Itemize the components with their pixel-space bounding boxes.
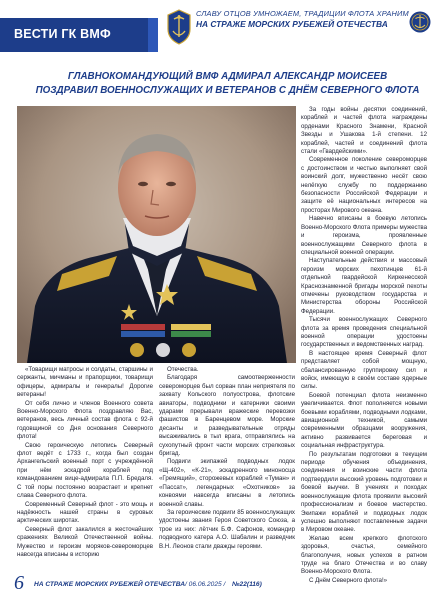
banner-stripe xyxy=(148,18,158,52)
navy-emblem-icon xyxy=(166,9,192,45)
paragraph: Свою героическую летопись Северный флот ведёт с 1733 г., когда был создан Архангельский военный порт с учреждённой при нём эскадрой кораблей под командованием вице-адмирала П.П. Бредаля. С той поры постоянно возрастает и крепнет слава Северного флота. xyxy=(17,441,153,500)
paragraph: По результатам подготовки в текущем периоде обучения объединения, соединения и воинские части флота подтвердили высокий уровень подготовки и боевой выучки. В учениях и походах военнослужащие флота проявили высокий профессионализм и боевое мастерство. Экипажи кораблей и подводных лодок успешно выполняют поставленные задачи в Мировом океане. xyxy=(301,450,427,534)
paragraph: Благодаря самоотверженности североморцев был сорван план неприятеля по захвату Кольского полуострова, флотские авиаторы, подводники и катерники своими ударами прерывали вражеские перевозки фашистов в Баренцевом море. Морские десанты и разведывательные отряды высаживались в тыл врага, отправлялись на сухопутный фронт части морских стрелковых бригад. xyxy=(159,374,295,458)
fleet-seal-icon xyxy=(409,11,431,33)
paragraph: Навечно вписаны в боевую летопись Военно-Морского Флота примеры мужества и героизма, проявленные военнослужащими Северного флота в специальной военной операции. xyxy=(301,215,427,256)
paragraph: Северный флот закалился в жесточайших сражениях Великой Отечественной войны. Мужество и героизм моряков-североморцев навсегда вписаны в историю xyxy=(17,525,153,558)
newspaper-title: НА СТРАЖЕ МОРСКИХ РУБЕЖЕЙ ОТЕЧЕСТВА xyxy=(196,19,388,29)
article-column-right xyxy=(301,106,427,585)
paragraph: Боевой потенциал флота неизменно увеличивается. Флот пополняется новыми боевыми кораблями, подводными лодками, авиационной техникой, самыми современными образцами вооружения, активно развивается береговая и социальная инфраструктура. xyxy=(301,391,427,450)
admiral-portrait-photo xyxy=(17,106,296,363)
paragraph: «Товарищи матросы и солдаты, старшины и сержанты, мичманы и прапорщики, товарищи офицеры, адмиралы и генералы! Дорогие ветераны! xyxy=(17,366,153,399)
paragraph: Отечества. xyxy=(167,366,199,373)
paragraph: За годы войны десятки соединений, кораблей и частей флота награждены орденами Красного Знамени, Красной Звезды и Ушакова 1-й степени. 12 кораблей, частей и соединений флота стали «Гвардейскими». xyxy=(301,106,427,156)
paragraph: С Днём Северного флота!» xyxy=(309,576,388,584)
paragraph: Современное поколение североморцев с достоинством и честью выполняет свой воинский долг, мужественно несёт свою нелёгкую службу по поддержанию безопасности Российской Федерации и защите её национальных интересов на просторах Мирового океана. xyxy=(301,156,427,214)
section-label: ВЕСТИ ГК ВМФ xyxy=(14,27,111,41)
paragraph: Современный Северный флот - это мощь и надёжность нашей страны в суровых арктических широтах. xyxy=(17,500,153,525)
header-slogan: СЛАВУ ОТЦОВ УМНОЖАЕМ, ТРАДИЦИИ ФЛОТА ХРАНИМ xyxy=(196,9,409,18)
headline-line-1: ГЛАВНОКОМАНДУЮЩИЙ ВМФ АДМИРАЛ АЛЕКСАНДР МОИСЕЕВ xyxy=(67,71,388,82)
footer-paper-title: НА СТРАЖЕ МОРСКИХ РУБЕЖЕЙ ОТЕЧЕСТВА xyxy=(34,581,185,588)
headline-line-2: ПОЗДРАВИЛ ВОЕННОСЛУЖАЩИХ И ВЕТЕРАНОВ С ДНЁМ СЕВЕРНОГО ФЛОТА xyxy=(35,85,420,96)
page-header xyxy=(0,0,439,56)
page-number: 6 xyxy=(14,572,24,594)
article-headline xyxy=(30,70,425,98)
issue-number: №22(116) xyxy=(232,581,262,588)
page-footer xyxy=(0,570,439,600)
paragraph: Подвиги экипажей подводных лодок «Щ-402», «К-21», эскадренного миноносца «Гремящий», сторожевых кораблей «Туман» и «Пассат», легендарных «Охотников» за конвоями навсегда вписаны в летопись военной славы. xyxy=(159,458,295,508)
paragraph: Тысячи военнослужащих Северного флота за время проведения специальной военной операции удостоены государственных и ведомственных наград. xyxy=(301,316,427,349)
section-banner xyxy=(0,18,148,52)
paragraph: В настоящее время Северный флот представляет собой мощную, сбалансированную группировку сил и войск, имеющую в своём составе ядерные силы. xyxy=(301,349,427,391)
paragraph: Желаю всем крепкого флотского здоровья, счастья, семейного благополучия, новых успехов в ратном труде на благо Отечества и во славу Военно-Морского Флота. xyxy=(301,534,427,576)
issue-date: / 06.06.2025 / xyxy=(185,581,226,588)
article-column-middle xyxy=(159,366,295,551)
paragraph: За героические подвиги 85 военнослужащих удостоены звания Героя Советского Союза, а трое из них: лётчик Б.Ф. Сафонов, командир подводного катера А.О. Шабалин и разведчик В.Н. Леонов стали дважды героями. xyxy=(159,508,295,550)
paragraph: От себя лично и членов Военного совета Военно-Морского Флота поздравляю Вас, ветеранов, весь личный состав флота с 92-й годовщиной со Дня основания Северного флота! xyxy=(17,399,153,441)
paragraph: Наступательные действия и массовый героизм морских пехотинцев 61-й отдельной гвардейской Киркенесской Краснознаменной бригады морской пехоты отмечены руководством государства и Министерства обороны Российской Федерации. xyxy=(301,257,427,315)
article-column-left xyxy=(17,366,153,559)
